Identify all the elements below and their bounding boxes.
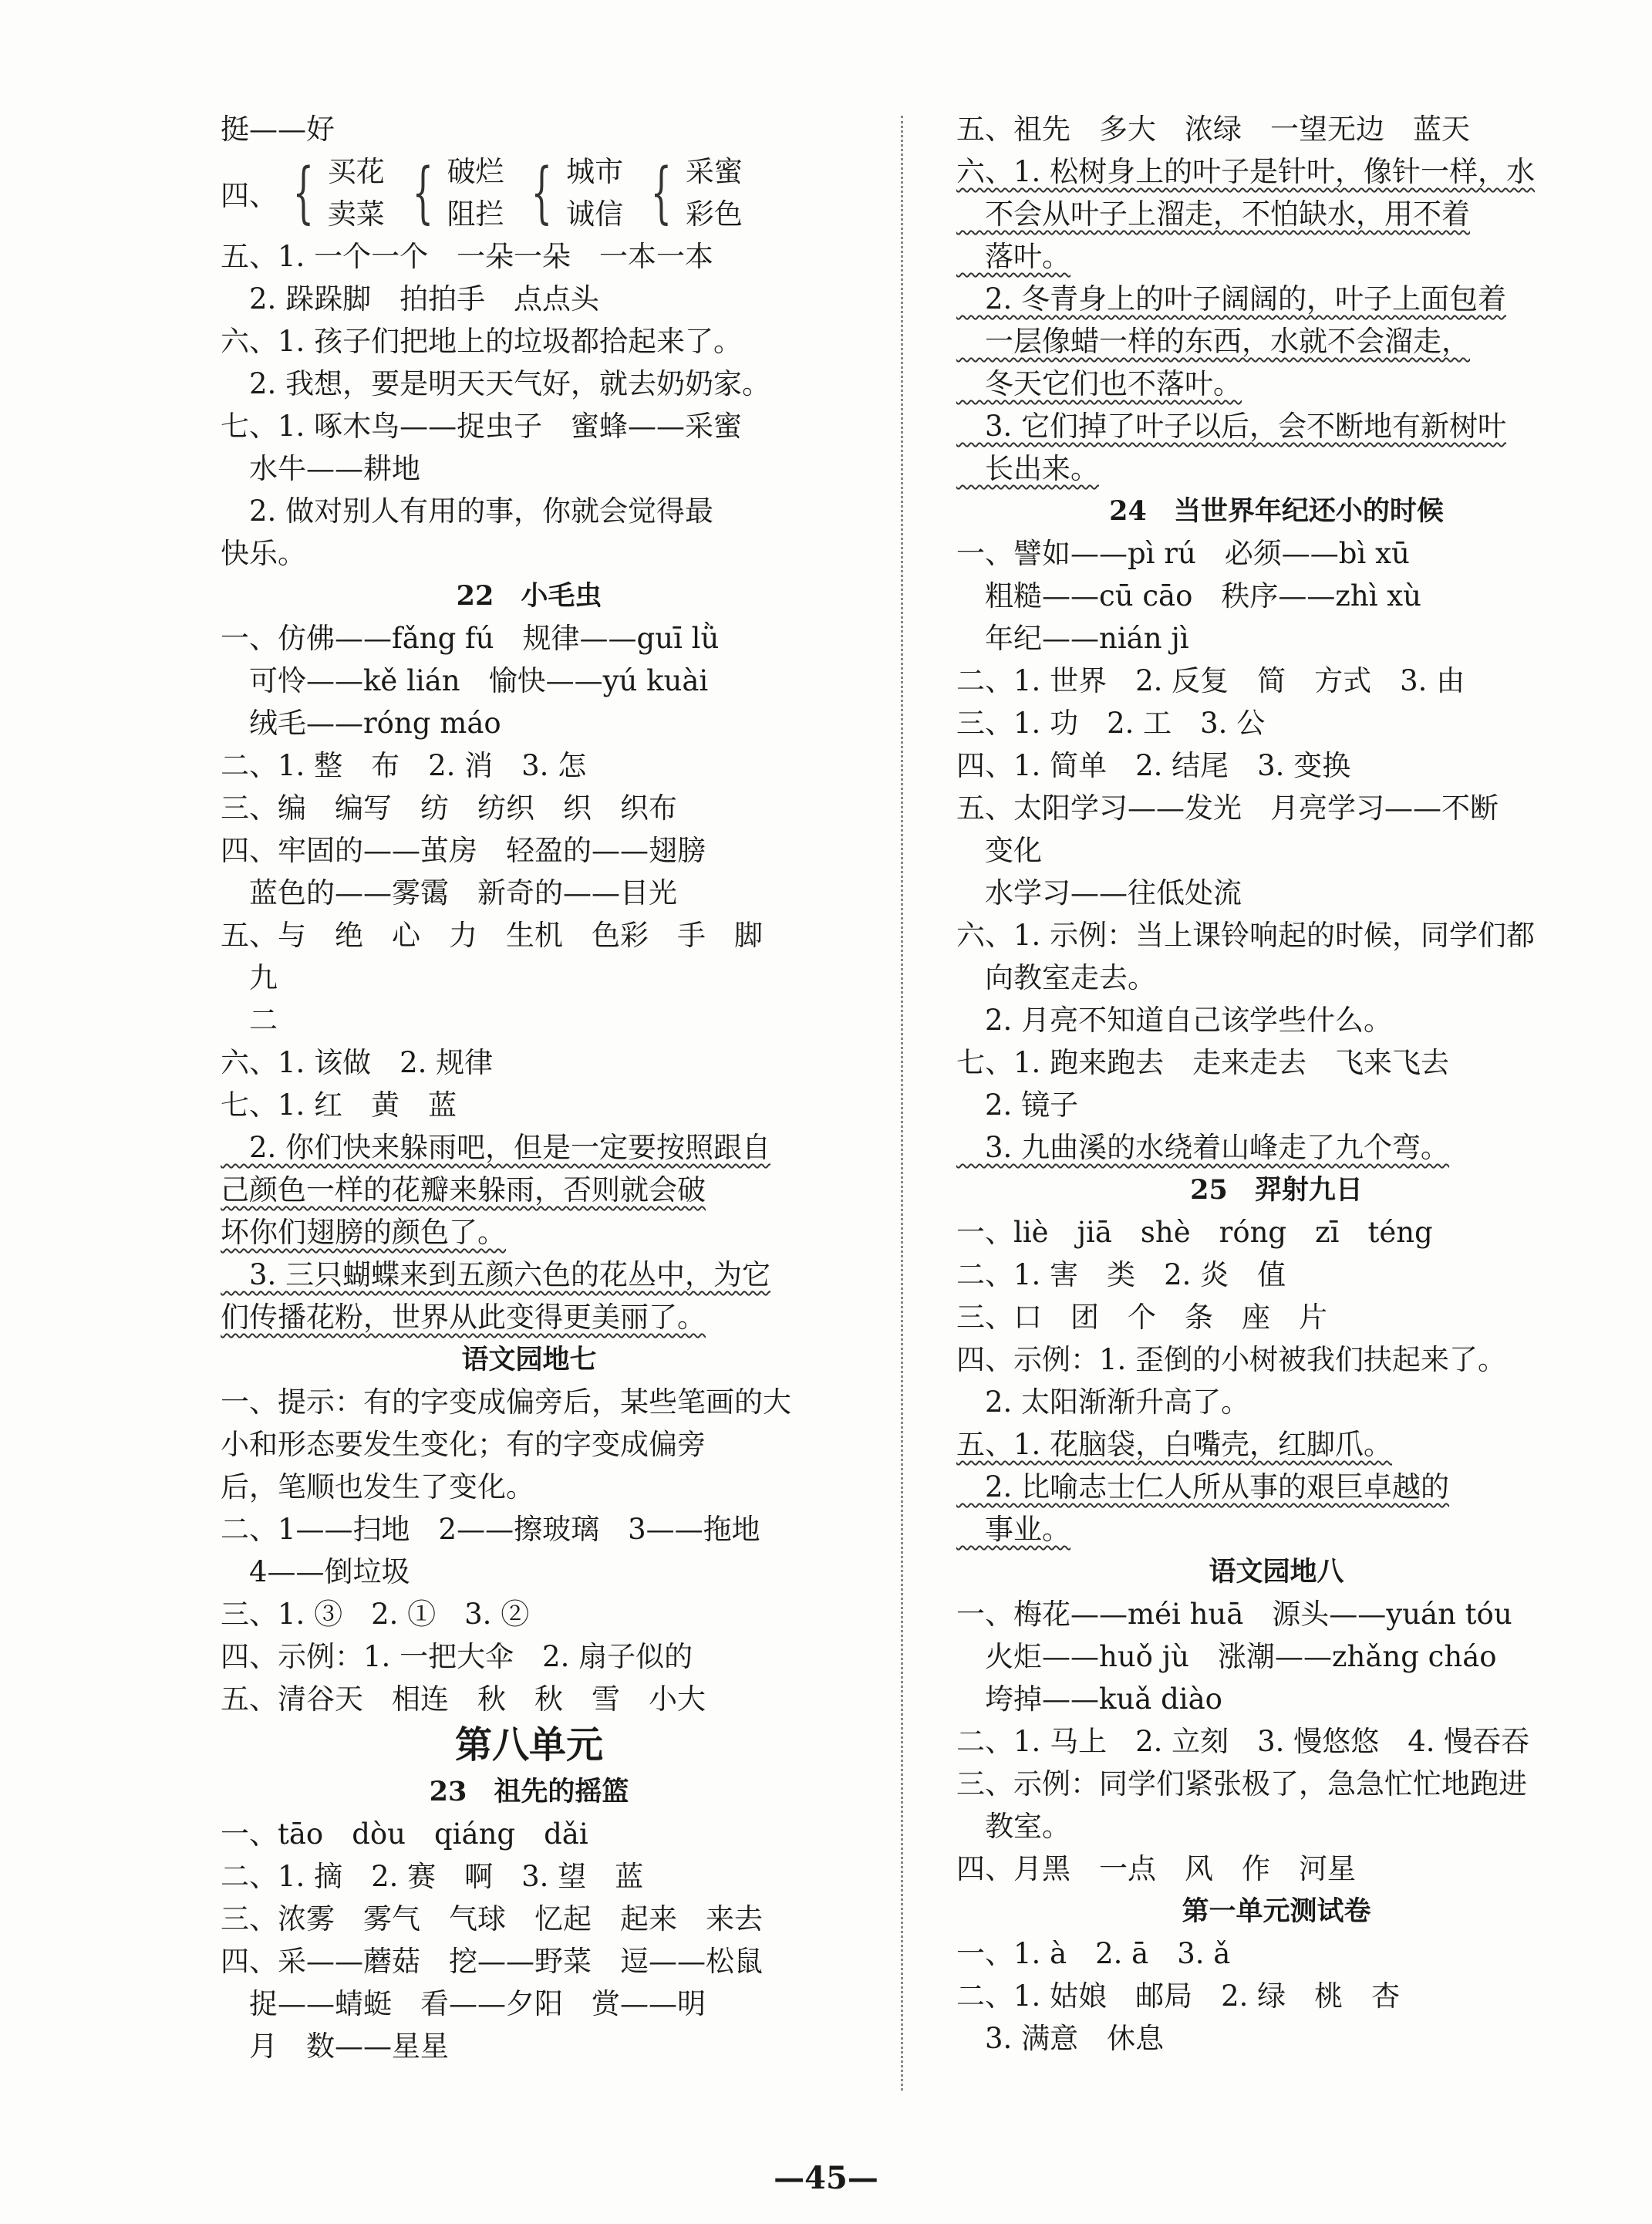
- answer-line: 七、1. 跑来跑去 走来走去 飞来飞去: [956, 1046, 1450, 1079]
- underlined-answer: 长出来。: [956, 452, 1099, 485]
- answer-line: 二、1. 世界 2. 反复 简 方式 3. 由: [956, 664, 1465, 697]
- answer-line: 后，笔顺也发生了变化。: [221, 1470, 534, 1503]
- brace-group: [282, 150, 385, 235]
- underlined-answer: 2. 比喻志士仁人所从事的艰巨卓越的: [956, 1470, 1450, 1503]
- underlined-answer: 五、1. 花脑袋，白嘴壳，红脚爪。: [956, 1428, 1393, 1461]
- word: 城市: [566, 155, 624, 188]
- answer-line: 一、仿佛——fǎng fú 规律——guī lǜ: [221, 622, 720, 655]
- answer-line: 三、编 编写 纺 纺织 织 织布: [221, 791, 677, 825]
- answer-line: 四、示例：1. 一把大伞 2. 扇子似的: [221, 1640, 693, 1673]
- brace-group: [640, 150, 743, 235]
- underlined-answer: 3. 它们掉了叶子以后，会不断地有新树叶: [956, 410, 1507, 443]
- answer-line: 一、liè jiā shè róng zī téng: [956, 1216, 1433, 1249]
- underlined-answer: 3. 九曲溪的水绕着山峰走了九个弯。: [956, 1131, 1450, 1164]
- underlined-answer: 们传播花粉，世界从此变得更美丽了。: [221, 1301, 706, 1334]
- answer-line: 变化: [956, 834, 1042, 867]
- answer-line: 2. 跺跺脚 拍拍手 点点头: [221, 282, 600, 316]
- answer-line: 垮掉——kuǎ diào: [956, 1682, 1222, 1716]
- answer-line: 2. 做对别人有用的事，你就会觉得最: [221, 494, 714, 528]
- answer-line: 小和形态要发生变化；有的字变成偏旁: [221, 1428, 706, 1461]
- brace-icon: {: [412, 154, 433, 231]
- word: 阻拦: [447, 197, 504, 231]
- brace-icon: {: [292, 154, 315, 231]
- answer-line: 月 数——星星: [221, 2030, 449, 2063]
- answer-line: 五、太阳学习——发光 月亮学习——不断: [956, 791, 1499, 825]
- brace-icon: {: [650, 154, 673, 231]
- answer-line: 二、1. 害 类 2. 炎 值: [956, 1258, 1286, 1291]
- underlined-answer: 不会从叶子上溜走，不怕缺水，用不着: [956, 197, 1470, 231]
- answer-line: 四、月黑 一点 风 作 河星: [956, 1852, 1356, 1885]
- word: 破烂: [447, 155, 504, 188]
- answer-line: 年纪——nián jì: [956, 622, 1189, 655]
- answer-line: 二: [221, 1004, 278, 1037]
- answer-line: 二、1. 摘 2. 赛 啊 3. 望 蓝: [221, 1860, 644, 1893]
- brace-icon: {: [531, 154, 553, 231]
- answer-line: 2. 我想，要是明天天气好，就去奶奶家。: [221, 367, 771, 400]
- answer-line: 四、牢固的——茧房 轻盈的——翅膀: [221, 834, 706, 867]
- answer-line: 一、tāo dòu qiáng dǎi: [221, 1817, 588, 1851]
- answer-line: 六、1. 孩子们把地上的垃圾都拾起来了。: [221, 325, 743, 358]
- column-divider: [901, 116, 903, 2091]
- answer-line: 水牛——耕地: [221, 452, 420, 485]
- answer-line: 九: [221, 961, 278, 994]
- brace-group: [521, 150, 623, 235]
- underlined-answer: 2. 冬青身上的叶子阔阔的，叶子上面包着: [956, 282, 1507, 316]
- answer-line: 三、1. 功 2. 工 3. 公: [956, 707, 1266, 740]
- right-column: [956, 108, 1596, 2060]
- answer-line: 可怜——kě lián 愉快——yú kuài: [221, 664, 709, 697]
- unit-title: 第八单元: [454, 1723, 603, 1767]
- answer-line: 三、示例：同学们紧张极了，急急忙忙地跑进: [956, 1767, 1527, 1800]
- answer-line: 三、口 团 个 条 座 片: [956, 1301, 1327, 1334]
- answer-line: 五、清谷天 相连 秋 秋 雪 小大: [221, 1682, 706, 1716]
- answer-line: 五、祖先 多大 浓绿 一望无边 蓝天: [956, 113, 1470, 146]
- word: 买花: [327, 155, 385, 188]
- answer-line: 五、1. 一个一个 一朵一朵 一本一本: [221, 240, 714, 273]
- underlined-answer: 坏你们翅膀的颜色了。: [221, 1216, 506, 1249]
- answer-line: 3. 满意 休息: [956, 2022, 1165, 2055]
- page-number: —45—: [774, 2160, 878, 2196]
- lesson-title: 25 羿射九日: [1190, 1174, 1363, 1206]
- answer-line: 五、与 绝 心 力 生机 色彩 手 脚: [221, 919, 763, 952]
- word: 彩色: [685, 197, 743, 231]
- answer-line: 四、采——蘑菇 挖——野菜 逗——松鼠: [221, 1945, 763, 1978]
- underlined-answer: 3. 三只蝴蝶来到五颜六色的花丛中，为它: [221, 1258, 771, 1291]
- left-column: [221, 108, 838, 2067]
- answer-line: 二、1. 姑娘 邮局 2. 绿 桃 杏: [956, 1979, 1401, 2013]
- test-title: 第一单元测试卷: [1182, 1895, 1371, 1927]
- answer-line: 二、1. 整 布 2. 消 3. 怎: [221, 749, 587, 782]
- underlined-answer: 六、1. 松树身上的叶子是针叶，像针一样，水: [956, 155, 1536, 188]
- answer-line: 三、1. ③ 2. ① 3. ②: [221, 1598, 530, 1631]
- answer-line: 粗糙——cū cāo 秩序——zhì xù: [956, 579, 1421, 613]
- answer-line: 4——倒垃圾: [221, 1555, 410, 1588]
- answer-line: 一、1. à 2. ā 3. ǎ: [956, 1937, 1231, 1970]
- word: 采蜜: [685, 155, 743, 188]
- section-title: 语文园地八: [1209, 1556, 1344, 1588]
- answer-line: 一、梅花——méi huā 源头——yuán tóu: [956, 1598, 1512, 1631]
- underlined-answer: 己颜色一样的花瓣来躲雨，否则就会破: [221, 1173, 706, 1206]
- brace-answer-row: [221, 150, 838, 235]
- answer-line: 七、1. 啄木鸟——捉虫子 蜜蜂——采蜜: [221, 410, 743, 443]
- answer-line: 火炬——huǒ jù 涨潮——zhǎng cháo: [956, 1640, 1497, 1673]
- answer-line: 四、示例：1. 歪倒的小树被我们扶起来了。: [956, 1343, 1507, 1376]
- answer-line: 2. 月亮不知道自己该学些什么。: [956, 1004, 1393, 1037]
- answer-line: 绒毛——róng máo: [221, 707, 501, 740]
- underlined-answer: 2. 你们快来躲雨吧，但是一定要按照跟自: [221, 1131, 771, 1164]
- answer-line: 四、1. 简单 2. 结尾 3. 变换: [956, 749, 1351, 782]
- answer-line: 2. 镜子: [956, 1088, 1079, 1122]
- answer-line: 2. 太阳渐渐升高了。: [956, 1385, 1250, 1419]
- lesson-title: 23 祖先的摇篮: [429, 1776, 629, 1807]
- item-label: 四、: [221, 179, 278, 212]
- word: 诚信: [566, 197, 624, 231]
- answer-line: 一、提示：有的字变成偏旁后，某些笔画的大: [221, 1385, 791, 1419]
- underlined-answer: 一层像蜡一样的东西，水就不会溜走，: [956, 325, 1470, 358]
- answer-line: 三、浓雾 雾气 气球 忆起 起来 来去: [221, 1902, 763, 1935]
- underlined-answer: 事业。: [956, 1513, 1070, 1546]
- answer-line: 二、1. 马上 2. 立刻 3. 慢悠悠 4. 慢吞吞: [956, 1725, 1530, 1758]
- lesson-title: 22 小毛虫: [456, 580, 602, 612]
- answer-line: 六、1. 示例：当上课铃响起的时候，同学们都: [956, 919, 1536, 952]
- answer-line: 捉——蜻蜓 看——夕阳 赏——明: [221, 1987, 706, 2020]
- brace-group: [402, 150, 504, 235]
- underlined-answer: 冬天它们也不落叶。: [956, 367, 1242, 400]
- answer-line: 七、1. 红 黄 蓝: [221, 1088, 457, 1122]
- answer-line: 二、1——扫地 2——擦玻璃 3——拖地: [221, 1513, 760, 1546]
- answer-line: 快乐。: [221, 537, 306, 570]
- word: 卖菜: [327, 197, 385, 231]
- answer-line: 一、譬如——pì rú 必须——bì xū: [956, 537, 1410, 570]
- answer-line: 水学习——往低处流: [956, 876, 1242, 910]
- underlined-answer: 落叶。: [956, 240, 1070, 273]
- answer-line: 蓝色的——雾霭 新奇的——目光: [221, 876, 677, 910]
- answer-line: 挺——好: [221, 113, 335, 146]
- lesson-title: 24 当世界年纪还小的时候: [1109, 495, 1444, 527]
- answer-line: 教室。: [956, 1810, 1070, 1843]
- answer-line: 六、1. 该做 2. 规律: [221, 1046, 494, 1079]
- section-title: 语文园地七: [461, 1344, 597, 1375]
- answer-line: 向教室走去。: [956, 961, 1156, 994]
